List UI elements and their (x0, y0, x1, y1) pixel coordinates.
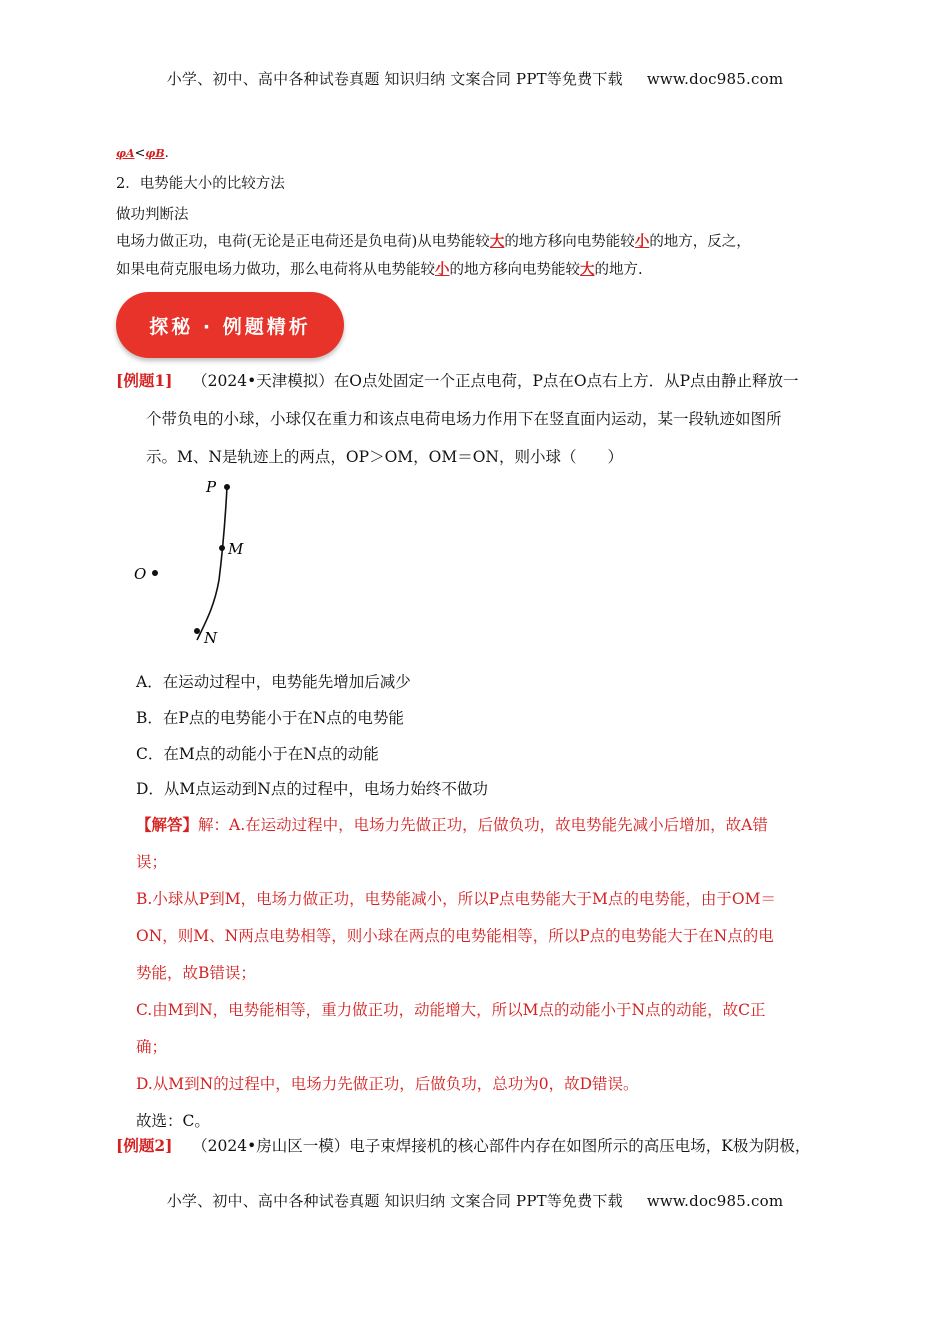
phi-b: φB (145, 147, 165, 160)
paragraph-line-2 (116, 256, 846, 284)
text: 的地方. (594, 262, 643, 278)
point-n (194, 628, 200, 634)
text: 的地方移向电势能较 (504, 234, 635, 250)
less-than: < (134, 146, 146, 161)
label-o: O (134, 565, 147, 583)
point-p (224, 484, 230, 490)
option-d[interactable]: D．从M点运动到N点的过程中，电场力始终不做功 (136, 780, 488, 798)
text: 的地方，反之， (649, 234, 751, 250)
label-p: P (206, 478, 217, 496)
potential-relation (116, 146, 169, 161)
header-text: 小学、初中、高中各种试卷真题 知识归纳 文案合同 PPT等免费下载 (166, 70, 623, 88)
example1-line-1 (116, 362, 799, 400)
footer-text: 小学、初中、高中各种试卷真题 知识归纳 文案合同 PPT等免费下载 (166, 1192, 623, 1210)
phi-a: φA (116, 147, 135, 160)
example2-line-1: （2024•房山区一模）电子束焊接机的核心部件内存在如图所示的高压电场，K极为阴极， (192, 1137, 811, 1155)
banner-text: 探秘 · 例题精析 (149, 315, 311, 338)
answer-line-6: C.由M到N，电势能相等，重力做正功，动能增大，所以M点的动能小于N点的动能，故C正 (136, 1001, 766, 1019)
paragraph-line-1 (116, 228, 846, 256)
answer-line-8: D.从M到N的过程中，电场力先做正功，后做负功，总功为0，故D错误。 (136, 1075, 639, 1093)
text: 如果电荷克服电场力做功，那么电荷将从电势能较 (116, 262, 435, 278)
answer-line-1 (136, 806, 840, 844)
example2-tag: [例题2] (116, 1136, 173, 1155)
keyword: 大 (489, 233, 505, 250)
text: 电场力做正功，电荷(无论是正电荷还是负电荷)从电势能较 (116, 234, 490, 250)
point-m (219, 545, 225, 551)
answer-line-4: ON，则M、N两点电势相等，则小球在两点的电势能相等，所以P点的电势能大于在N点的电 (136, 927, 774, 945)
header-url[interactable]: www.doc985.com (646, 70, 784, 88)
label-n: N (204, 629, 218, 647)
option-c[interactable]: C．在M点的动能小于在N点的动能 (136, 745, 379, 763)
option-b[interactable]: B．在P点的电势能小于在N点的电势能 (136, 709, 404, 727)
footer-url[interactable]: www.doc985.com (646, 1192, 784, 1210)
page-footer (0, 1190, 950, 1211)
answer-block (136, 806, 840, 1140)
keyword: 小 (634, 233, 650, 250)
trajectory-figure (128, 470, 268, 650)
example1-line-3: 示。M、N是轨迹上的两点，OP＞OM，OM＝ON，则小球（ ） (146, 448, 623, 466)
trajectory-curve (197, 487, 227, 640)
example1-tag: [例题1] (116, 371, 173, 390)
text: （2024•天津模拟）在O点处固定一个正点电荷，P点在O点右上方．从P点由静止释放一 (192, 372, 799, 390)
section-title: 2．电势能大小的比较方法 (116, 176, 285, 192)
keyword: 小 (435, 261, 450, 278)
example2-question (116, 1134, 810, 1156)
section-subtitle: 做功判断法 (116, 207, 189, 223)
section-banner (116, 292, 344, 358)
page-header (0, 68, 950, 89)
keyword: 大 (580, 261, 595, 278)
period: . (164, 146, 169, 161)
answer-line-7: 确； (136, 1038, 168, 1056)
point-o (152, 570, 158, 576)
option-a[interactable]: A．在运动过程中，电势能先增加后减少 (136, 673, 411, 691)
answer-line-5: 势能，故B错误； (136, 964, 256, 982)
example1-line-2: 个带负电的小球，小球仅在重力和该点电荷电场力作用下在竖直面内运动，某一段轨迹如图所 (146, 410, 782, 428)
answer-tag: 【解答】 (136, 815, 199, 834)
text: 的地方移向电势能较 (449, 262, 580, 278)
label-m: M (228, 540, 244, 558)
answer-choice: 故选：C。 (136, 1112, 210, 1130)
answer-line-3: B.小球从P到M，电场力做正功，电势能减小，所以P点电势能大于M点的电势能，由于OM＝ (136, 890, 776, 908)
text: 解：A.在运动过程中，电场力先做正功，后做负功，故电势能先减小后增加，故A错 (198, 816, 768, 834)
answer-line-2: 误； (136, 853, 168, 871)
